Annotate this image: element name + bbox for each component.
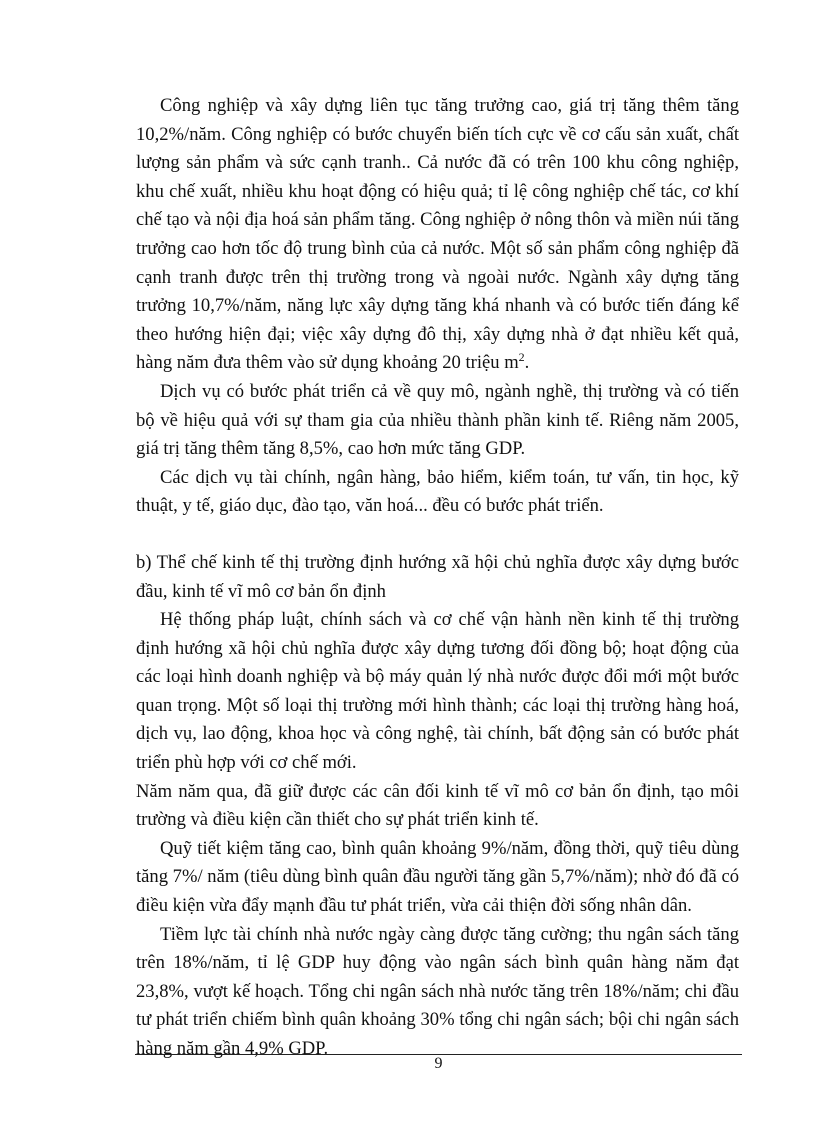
- section-heading-b: b) Thể chế kinh tế thị trường định hướng xã hội chủ nghĩa được xây dựng bước đầu, kinh tế vĩ mô cơ bản ổn định: [136, 551, 739, 602]
- page-number: 9: [434, 1055, 443, 1072]
- paragraph-service-types: Các dịch vụ tài chính, ngân hàng, bảo hiểm, kiểm toán, tư vấn, tin học, kỹ thuật, y tế, giáo dục, đào tạo, văn hoá... đều có bước phát triển.: [136, 466, 739, 517]
- superscript-squared: 2: [518, 350, 525, 365]
- paragraph-text: Công nghiệp và xây dựng liên tục tăng trưởng cao, giá trị tăng thêm tăng 10,2%/năm. Công nghiệp có bước chuyển biến tích cực về cơ cấu sản xuất, chất lượng sản phẩm và sức cạnh tranh.. Cả nước đã có trên 100 khu công nghiệp, khu chế xuất, nhiều khu hoạt động có hiệu quả; tỉ lệ công nghiệp chế tác, cơ khí chế tạo và nội địa hoá sản phẩm tăng. Công nghiệp ở nông thôn và miền núi tăng trưởng cao hơn tốc độ trung bình của cả nước. Một số sản phẩm công nghiệp đã cạnh tranh được trên thị trường trong và ngoài nước. Ngành xây dựng tăng trưởng 10,7%/năm, năng lực xây dựng tăng khá nhanh và có bước tiến đáng kể theo hướng hiện đại; việc xây dựng đô thị, xây dựng nhà ở đạt nhiều kết quả, hàng năm đưa thêm vào sử dụng khoảng 20 triệu m: [136, 95, 739, 374]
- paragraph-suffix: .: [524, 352, 530, 374]
- paragraph-savings-fund: Quỹ tiết kiệm tăng cao, bình quân khoảng 9%/năm, đồng thời, quỹ tiêu dùng tăng 7%/ năm (tiêu dùng bình quân đầu người tăng gần 5,7%/năm); nhờ đó đã có điều kiện vừa đẩy mạnh đầu tư phát triển, vừa cải thiện đời sống nhân dân.: [136, 837, 739, 917]
- paragraph-state-finance: Tiềm lực tài chính nhà nước ngày càng được tăng cường; thu ngân sách tăng trên 18%/năm, tỉ lệ GDP huy động vào ngân sách bình quân hàng năm đạt 23,8%, vượt kế hoạch. Tổng chi ngân sách nhà nước tăng trên 18%/năm; chi đầu tư phát triển chiếm bình quân khoảng 30% tổng chi ngân sách; bội chi ngân sách hàng năm gần 4,9% GDP.: [136, 923, 739, 1059]
- document-body: [136, 92, 739, 1064]
- paragraph-services: Dịch vụ có bước phát triển cả về quy mô, ngành nghề, thị trường và có tiến bộ về hiệu quả với sự tham gia của nhiều thành phần kinh tế. Riêng năm 2005, giá trị tăng thêm tăng 8,5%, cao hơn mức tăng GDP.: [136, 380, 739, 460]
- paragraph-legal-system: Hệ thống pháp luật, chính sách và cơ chế vận hành nền kinh tế thị trường định hướng xã hội chủ nghĩa được xây dựng tương đối đồng bộ; hoạt động của các loại hình doanh nghiệp và bộ máy quản lý nhà nước được đổi mới một bước quan trọng. Một số loại thị trường mới hình thành; các loại thị trường hàng hoá, dịch vụ, lao động, khoa học và công nghệ, tài chính, bất động sản có bước phát triển phù hợp với cơ chế mới.: [136, 609, 739, 774]
- paragraph-macro-balance: Năm năm qua, đã giữ được các cân đối kinh tế vĩ mô cơ bản ổn định, tạo môi trường và điều kiện cần thiết cho sự phát triển kinh tế.: [136, 780, 739, 831]
- paragraph-industry-construction: [136, 92, 739, 378]
